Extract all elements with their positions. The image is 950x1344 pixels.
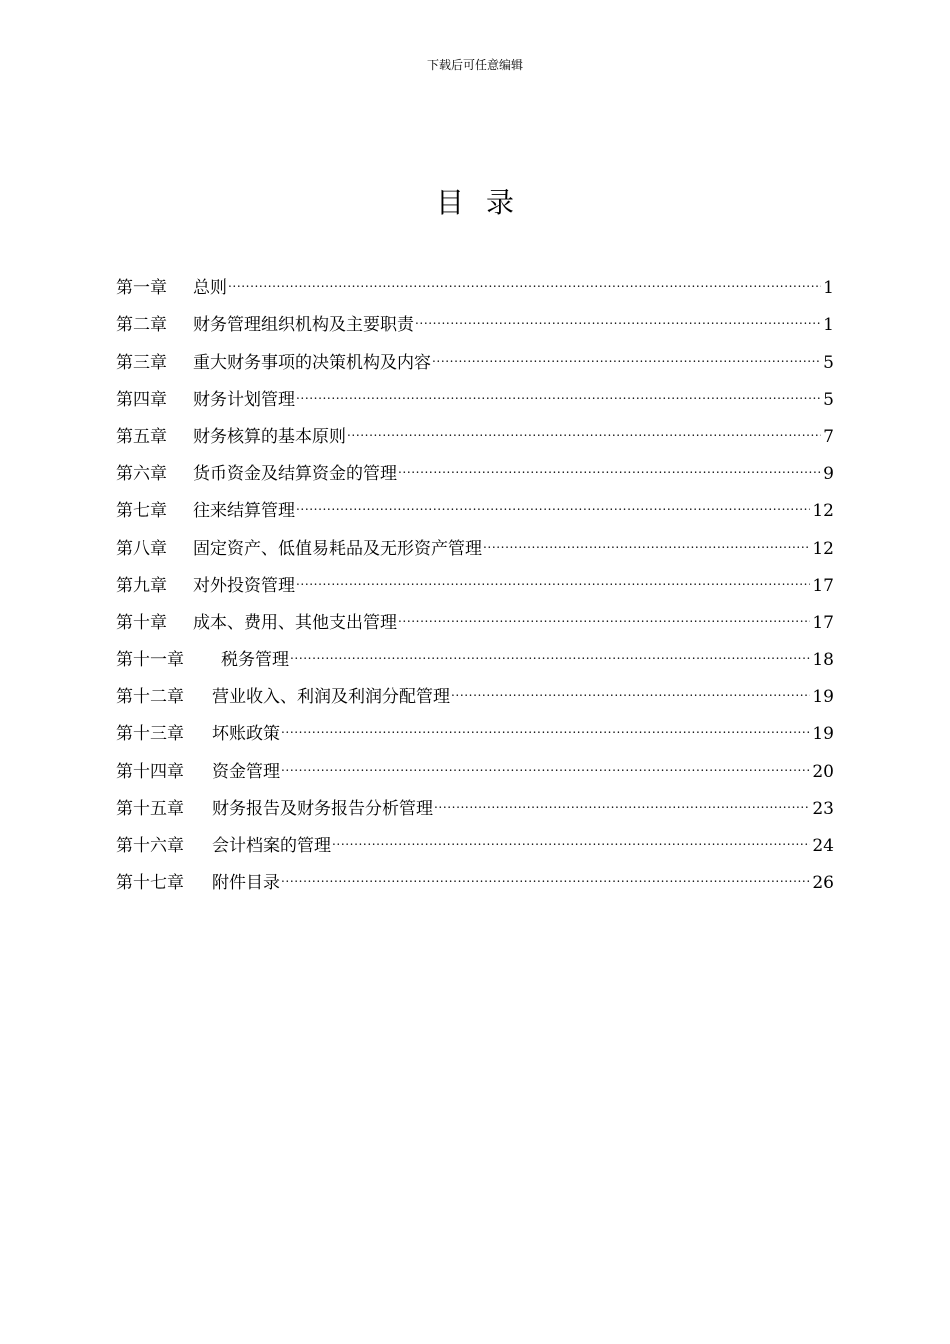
page-number: 9	[823, 464, 834, 485]
chapter-number: 第十四章	[116, 761, 184, 782]
page-header: 下载后可任意编辑	[426, 58, 523, 72]
chapter-title: 营业收入、利润及利润分配管理	[212, 687, 450, 708]
dot-leader	[450, 665, 810, 702]
chapter-number: 第十一章	[116, 650, 184, 671]
chapter-number: 第十三章	[116, 724, 184, 745]
chapter-number: 第十章	[116, 612, 167, 633]
chapter-title: 附件目录	[212, 873, 280, 894]
chapter-title: 财务管理组织机构及主要职责	[193, 315, 414, 336]
chapter-title: 对外投资管理	[193, 575, 295, 596]
dot-leader	[295, 479, 810, 516]
dot-leader	[346, 405, 821, 442]
chapter-number: 第六章	[116, 464, 167, 485]
chapter-title: 固定资产、低值易耗品及无形资产管理	[193, 538, 482, 559]
page-number: 17	[812, 575, 834, 596]
page-number: 12	[812, 538, 834, 559]
chapter-number: 第八章	[116, 538, 167, 559]
chapter-title: 资金管理	[212, 761, 280, 782]
toc-title: 目录	[435, 186, 536, 219]
dot-leader	[433, 777, 810, 814]
page-number: 19	[812, 724, 834, 745]
chapter-number: 第九章	[116, 575, 167, 596]
table-of-contents	[116, 256, 834, 894]
dot-leader	[397, 442, 821, 479]
chapter-number: 第十二章	[116, 687, 184, 708]
page-number: 26	[812, 873, 834, 894]
chapter-number: 第十七章	[116, 873, 184, 894]
chapter-number: 第五章	[116, 426, 167, 447]
dot-leader	[482, 516, 810, 553]
dot-leader	[397, 591, 810, 628]
chapter-title: 货币资金及结算资金的管理	[193, 464, 397, 485]
chapter-number: 第十五章	[116, 798, 184, 819]
chapter-title: 坏账政策	[212, 724, 280, 745]
dot-leader	[331, 814, 810, 851]
page-number: 7	[823, 426, 834, 447]
page-number: 24	[812, 836, 834, 856]
dot-leader	[295, 368, 821, 405]
dot-leader	[414, 293, 821, 330]
chapter-title: 会计档案的管理	[212, 836, 331, 856]
chapter-number: 第四章	[116, 389, 167, 410]
chapter-title: 往来结算管理	[193, 501, 295, 522]
page-number: 5	[823, 389, 834, 410]
page-number: 23	[812, 798, 834, 819]
chapter-number: 第七章	[116, 501, 167, 522]
dot-leader	[280, 702, 810, 739]
dot-leader	[431, 330, 821, 367]
chapter-number: 第三章	[116, 352, 167, 373]
chapter-title: 税务管理	[221, 650, 289, 671]
page-number: 12	[812, 501, 834, 522]
chapter-title: 总则	[193, 278, 227, 299]
toc-entry-1[interactable]	[116, 256, 834, 299]
page-number: 5	[823, 352, 834, 373]
page-number: 1	[823, 278, 834, 299]
dot-leader	[280, 739, 810, 776]
chapter-title: 重大财务事项的决策机构及内容	[193, 352, 431, 373]
dot-leader	[289, 628, 810, 665]
dot-leader	[280, 851, 810, 888]
dot-leader	[227, 256, 821, 293]
chapter-number: 第一章	[116, 278, 167, 299]
page-number: 17	[812, 612, 834, 633]
chapter-title: 财务核算的基本原则	[193, 426, 346, 447]
chapter-title: 财务计划管理	[193, 389, 295, 410]
page-number: 18	[812, 650, 834, 671]
page-number: 20	[812, 761, 834, 782]
chapter-number: 第十六章	[116, 836, 184, 856]
dot-leader	[295, 554, 810, 591]
chapter-number: 第二章	[116, 315, 167, 336]
page-number: 1	[823, 315, 834, 336]
chapter-title: 成本、费用、其他支出管理	[193, 612, 397, 633]
page-number: 19	[812, 687, 834, 708]
chapter-title: 财务报告及财务报告分析管理	[212, 798, 433, 819]
